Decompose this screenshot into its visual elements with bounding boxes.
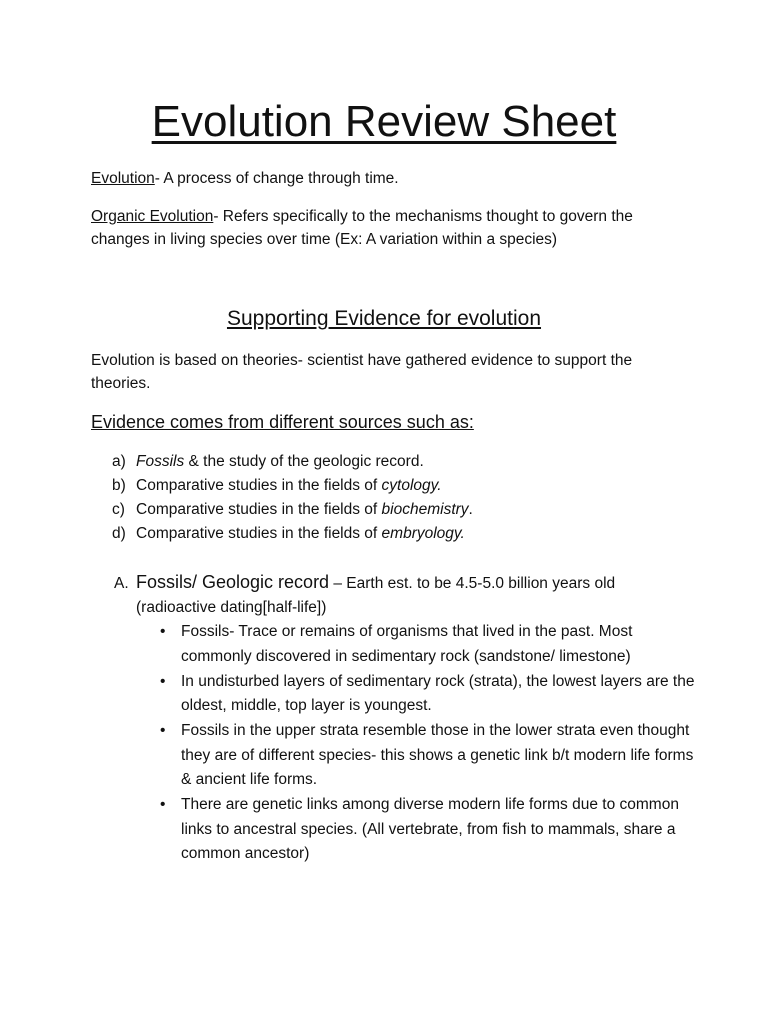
page-title: Evolution Review Sheet: [151, 97, 617, 146]
source-text: Comparative studies in the fields of: [136, 525, 382, 542]
list-item: [112, 450, 473, 474]
definition-evolution: [91, 167, 691, 190]
bullet-text: Fossils in the upper strata resemble those in the lower strata even thought they are of different species- this shows a genetic link b/t modern life forms & ancient life forms.: [181, 722, 694, 788]
sources-heading: Evidence comes from different sources such as:: [91, 412, 474, 432]
section-heading: Supporting Evidence for evolution: [226, 307, 542, 330]
definition-organic-evolution: [91, 205, 691, 251]
part-a-subline: (radioactive dating[half-life]): [136, 599, 327, 616]
source-emphasis: embryology.: [381, 525, 465, 542]
definition-evolution-text: - A process of change through time.: [154, 170, 399, 187]
term-organic-evolution: Organic Evolution: [91, 208, 214, 225]
source-emphasis: Fossils: [136, 453, 185, 470]
list-marker: c): [112, 501, 125, 518]
source-text-after: .: [468, 501, 473, 518]
term-evolution: Evolution: [91, 170, 155, 187]
list-item: [160, 620, 700, 669]
fossil-bullets: [160, 620, 700, 867]
source-emphasis: biochemistry: [381, 501, 469, 518]
bullet-icon: •: [160, 672, 166, 690]
list-marker: b): [112, 477, 126, 494]
sources-list: [112, 450, 473, 546]
source-emphasis: cytology.: [381, 477, 442, 494]
source-text: Comparative studies in the fields of: [136, 501, 382, 518]
part-a-title-rest: – Earth est. to be 4.5-5.0 billion years old: [329, 575, 616, 592]
bullet-text: Fossils- Trace or remains of organisms that lived in the past. Most commonly discovered in sedimentary rock (sandstone/ limestone): [181, 623, 633, 665]
list-item: [112, 498, 473, 522]
list-item: [160, 670, 700, 719]
part-a-marker: A.: [114, 575, 129, 592]
part-a-section: [114, 570, 714, 620]
intro-paragraph: Evolution is based on theories- scientist have gathered evidence to support the theories.: [91, 352, 633, 392]
bullet-text: There are genetic links among diverse modern life forms due to common links to ancestral species. (All vertebrate, from fish to mammals, share a common ancestor): [181, 796, 679, 862]
definition-organic-evolution-text: - Refers specifically to the mechanisms thought to govern the changes in living species over time (Ex: A variation within a species): [91, 208, 633, 248]
list-item: [112, 522, 473, 546]
bullet-text: In undisturbed layers of sedimentary rock (strata), the lowest layers are the oldest, middle, top layer is youngest.: [181, 672, 695, 714]
list-marker: d): [112, 525, 126, 542]
list-item: [112, 474, 473, 498]
bullet-icon: •: [160, 796, 166, 813]
list-marker: a): [112, 453, 126, 470]
source-text: & the study of the geologic record.: [184, 453, 424, 470]
bullet-icon: •: [160, 623, 166, 640]
part-a-heading: [114, 570, 714, 596]
part-a-title: Fossils/ Geologic record: [136, 572, 330, 592]
source-text: Comparative studies in the fields of: [136, 477, 382, 494]
list-item: [160, 719, 700, 793]
bullet-icon: •: [160, 722, 166, 739]
list-item: [160, 793, 700, 867]
